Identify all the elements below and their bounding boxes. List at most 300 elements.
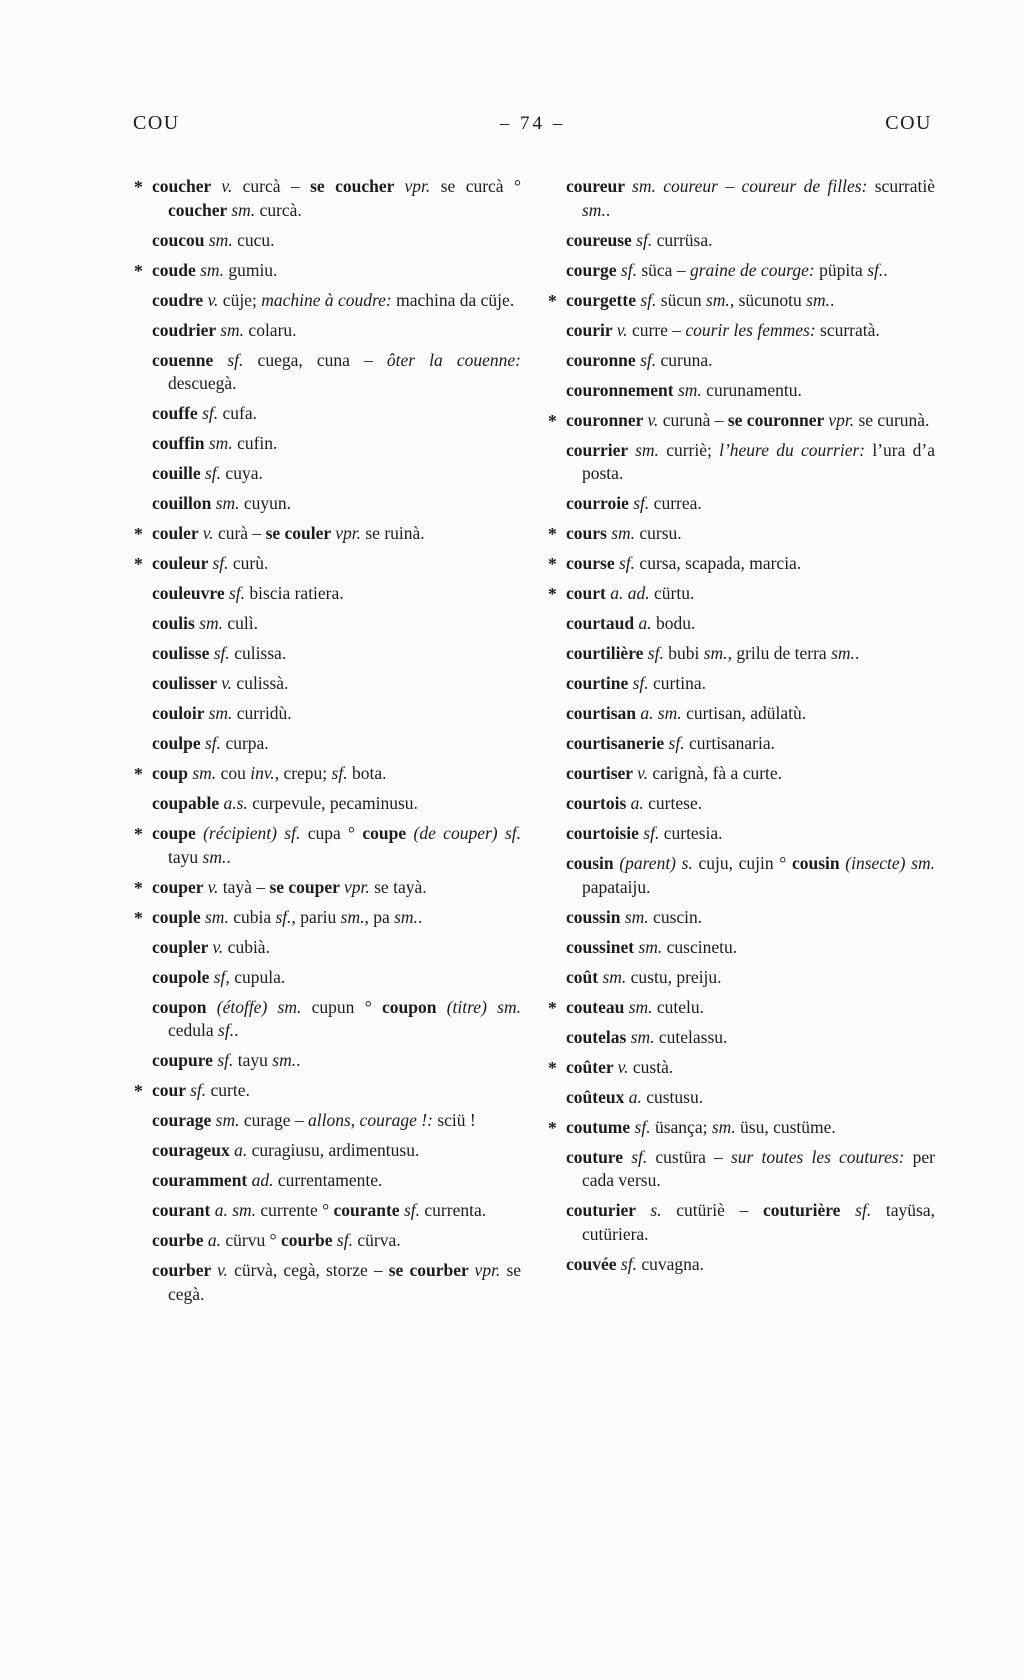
headword: se coucher xyxy=(310,176,405,196)
grammar-label: sm. xyxy=(628,996,657,1017)
right-column xyxy=(547,175,935,1313)
translation-text: bodu. xyxy=(655,613,696,633)
left-column xyxy=(133,175,521,1313)
headword: couloir xyxy=(152,703,209,723)
dictionary-entry xyxy=(133,319,521,343)
grammar-label: sf. xyxy=(632,673,654,693)
translation-text: curte. xyxy=(210,1080,250,1100)
dictionary-entry xyxy=(133,1259,521,1306)
headword: courtisanerie xyxy=(566,733,669,753)
grammar-label: a. ad. xyxy=(610,583,654,603)
headword: courir xyxy=(566,319,617,340)
grammar-label: a. xyxy=(638,613,656,633)
translation-text: curpa. xyxy=(225,733,269,753)
grammar-label: sf. xyxy=(218,1020,235,1040)
grammar-label: a. xyxy=(207,1230,226,1250)
grammar-label: l’heure du courrier: xyxy=(719,439,873,460)
translation-text: cufin. xyxy=(237,433,278,453)
translation-text: tayu xyxy=(168,846,203,867)
headword: coussin xyxy=(566,906,625,927)
headword: coude xyxy=(152,259,201,280)
dictionary-entry xyxy=(547,522,935,546)
grammar-label: sm. xyxy=(231,199,260,220)
translation-text: süca – xyxy=(641,259,690,280)
grammar-label: v. xyxy=(207,289,223,310)
dictionary-entry xyxy=(547,702,935,726)
dictionary-entry xyxy=(547,582,935,606)
dictionary-entry xyxy=(133,1169,521,1193)
translation-text: per cada versu. xyxy=(582,1146,935,1190)
grammar-label: sm. xyxy=(394,906,418,927)
translation-text: carignà, fà a curte. xyxy=(652,763,783,783)
headword: courage xyxy=(152,1110,216,1130)
dictionary-entry xyxy=(133,229,521,253)
dictionary-entry xyxy=(133,432,521,456)
translation-text: custu, preiju. xyxy=(630,966,722,987)
dictionary-entry xyxy=(547,966,935,990)
dictionary-entry xyxy=(133,822,521,869)
grammar-label: a. sm. xyxy=(640,703,687,723)
translation-text: cüje; xyxy=(222,289,262,310)
grammar-label: sm. xyxy=(630,1026,659,1047)
grammar-label: sm. xyxy=(192,763,221,783)
star-marker: * xyxy=(134,1081,143,1101)
grammar-label: a.s. xyxy=(223,793,253,813)
dictionary-entry xyxy=(133,1109,521,1133)
headword: coureur xyxy=(566,176,633,196)
translation-text: biscia ratiera. xyxy=(249,583,344,603)
header-guide-word-left: COU xyxy=(133,112,180,134)
grammar-label: a. xyxy=(628,1086,647,1107)
grammar-label: sf. xyxy=(331,763,352,783)
dictionary-entry xyxy=(547,552,935,576)
dictionary-page xyxy=(0,112,1024,1680)
translation-text: curtina. xyxy=(653,673,706,693)
grammar-label: (titre) sm. xyxy=(446,996,522,1017)
translation-text: tayu xyxy=(237,1050,273,1070)
star-marker: * xyxy=(548,584,557,604)
grammar-label: sur toutes les coutures: xyxy=(730,1146,913,1167)
translation-text: culì. xyxy=(227,613,258,633)
grammar-label: v. xyxy=(617,1056,633,1077)
translation-text: machina da cüje. xyxy=(396,289,515,310)
translation-text: bubi xyxy=(668,643,704,663)
grammar-label: sm. xyxy=(200,259,229,280)
dictionary-entry xyxy=(547,1086,935,1110)
translation-text: l’ura d’a posta. xyxy=(582,439,935,483)
grammar-label: sm. xyxy=(199,613,228,633)
grammar-label: sm. xyxy=(711,1116,741,1137)
star-marker: * xyxy=(134,177,143,197)
star-marker: * xyxy=(134,877,143,898)
headword: cousin xyxy=(791,853,846,873)
grammar-label: vpr. xyxy=(404,176,441,196)
translation-text: cuyun. xyxy=(243,493,292,513)
grammar-label: vpr. xyxy=(828,409,859,430)
translation-text: curriè; xyxy=(666,439,720,460)
translation-text: . xyxy=(829,289,835,310)
headword: couture xyxy=(566,1146,632,1167)
dictionary-entry xyxy=(133,966,521,990)
grammar-label: courir les femmes: xyxy=(685,319,821,340)
grammar-label: sf, xyxy=(213,966,235,987)
headword: couenne xyxy=(152,349,228,370)
translation-text: curridù. xyxy=(236,703,292,723)
dictionary-entry xyxy=(133,259,521,283)
grammar-label: sf. xyxy=(640,349,661,370)
grammar-label: sf. xyxy=(620,1253,642,1274)
translation-text: cucu. xyxy=(237,229,275,250)
dictionary-entry xyxy=(547,612,935,636)
grammar-label: v. xyxy=(212,936,228,957)
translation-text: . xyxy=(854,643,860,663)
translation-text: currea. xyxy=(653,493,702,513)
headword: courbe xyxy=(281,1230,337,1250)
dictionary-entry xyxy=(133,402,521,426)
grammar-label: sm. xyxy=(215,1110,244,1130)
translation-text: cubia xyxy=(233,906,276,927)
grammar-label: sm. xyxy=(208,433,238,453)
headword: courtiser xyxy=(566,763,638,783)
dictionary-entry xyxy=(547,1116,935,1140)
grammar-label: sf. xyxy=(336,1230,358,1250)
grammar-label: sf. xyxy=(640,289,661,310)
grammar-label: sm. xyxy=(208,703,237,723)
grammar-label: v. xyxy=(207,876,223,897)
translation-text: curunà – xyxy=(662,409,728,430)
grammar-label: vpr. xyxy=(343,876,375,897)
translation-text: . xyxy=(883,259,888,280)
headword: coupon xyxy=(381,996,447,1017)
translation-text: custusu. xyxy=(646,1086,704,1107)
headword: couille xyxy=(152,463,205,483)
headword: courant xyxy=(152,1200,215,1220)
translation-text: cufa. xyxy=(222,403,257,423)
grammar-label: sf. xyxy=(631,1146,656,1167)
headword: courtois xyxy=(566,793,631,813)
dictionary-entry xyxy=(547,289,935,313)
translation-text: cutüriè – xyxy=(676,1200,763,1220)
translation-text: tayà – xyxy=(222,876,270,897)
grammar-label: v. xyxy=(221,673,237,693)
dictionary-entry xyxy=(133,582,521,606)
translation-text: se curcà ° xyxy=(440,176,521,196)
dictionary-entry xyxy=(547,762,935,786)
headword: couleur xyxy=(152,553,213,573)
translation-text: cupa ° xyxy=(307,823,363,843)
dictionary-entry xyxy=(133,996,521,1043)
grammar-label: machine à coudre: xyxy=(261,289,397,310)
dictionary-entry xyxy=(133,612,521,636)
headword: se couronner xyxy=(727,409,829,430)
headword: courante xyxy=(333,1200,404,1220)
grammar-label: sf. xyxy=(647,643,669,663)
headword: coupole xyxy=(152,966,214,987)
grammar-label: sf. xyxy=(403,1200,425,1220)
star-marker: * xyxy=(134,554,143,574)
translation-text: scurratà. xyxy=(820,319,880,340)
headword: courrier xyxy=(566,439,636,460)
translation-text: culissà. xyxy=(236,673,289,693)
star-marker: * xyxy=(134,764,143,784)
grammar-label: sf. xyxy=(620,259,642,280)
translation-text: cürtu. xyxy=(653,583,695,603)
translation-text: üsu, custüme. xyxy=(740,1116,836,1137)
translation-text: , grilu de terra xyxy=(727,643,832,663)
grammar-label: sm. xyxy=(215,493,244,513)
headword: coupable xyxy=(152,793,224,813)
grammar-label: sm. coureur – coureur de filles: xyxy=(632,176,875,196)
grammar-label: sm. xyxy=(677,379,707,400)
grammar-label: sm. xyxy=(208,229,238,250)
translation-text: cuscinetu. xyxy=(666,936,738,957)
translation-text: . xyxy=(234,1020,239,1040)
translation-text: cuvagna. xyxy=(641,1253,705,1274)
headword: courageux xyxy=(152,1140,235,1160)
grammar-label: sf. xyxy=(204,463,226,483)
headword: courtine xyxy=(566,673,633,693)
headword: couturier xyxy=(566,1200,651,1220)
headword: coupure xyxy=(152,1050,218,1070)
dictionary-entry xyxy=(133,792,521,816)
grammar-label: a. xyxy=(630,793,649,813)
star-marker: * xyxy=(548,554,557,574)
headword: coup xyxy=(152,763,193,783)
dictionary-entry xyxy=(133,552,521,576)
dictionary-entry xyxy=(547,852,935,899)
grammar-label: sm. xyxy=(272,1050,297,1070)
translation-text: sciü ! xyxy=(437,1110,476,1130)
translation-text: cutelu. xyxy=(656,996,705,1017)
translation-text: cuya. xyxy=(225,463,263,483)
headword: cours xyxy=(566,523,612,543)
grammar-label: sm. xyxy=(831,643,855,663)
headword: coudrier xyxy=(152,319,221,340)
translation-text: gumiu. xyxy=(228,259,278,280)
dictionary-entry xyxy=(547,175,935,222)
translation-text: culissa. xyxy=(234,643,287,663)
translation-text: currentamente. xyxy=(277,1170,383,1190)
translation-text: se curunà. xyxy=(858,409,930,430)
headword: courtaud xyxy=(566,613,639,633)
dictionary-entry xyxy=(547,379,935,403)
translation-text: descuegà. xyxy=(168,373,237,393)
dictionary-entry xyxy=(547,1026,935,1050)
dictionary-entry xyxy=(133,462,521,486)
grammar-label: sf. xyxy=(205,733,226,753)
translation-text: custüra – xyxy=(655,1146,731,1167)
headword: coussinet xyxy=(566,936,639,957)
translation-text: . xyxy=(296,1050,301,1070)
grammar-label: sf. xyxy=(867,259,884,280)
dictionary-entry xyxy=(547,349,935,373)
translation-text: se cegà. xyxy=(168,1260,522,1304)
headword: courber xyxy=(152,1260,218,1280)
translation-text: püpita xyxy=(819,259,868,280)
star-marker: * xyxy=(134,524,143,544)
translation-text: sücun xyxy=(660,289,706,310)
headword: coulis xyxy=(152,613,200,633)
dictionary-entry xyxy=(547,1056,935,1080)
headword: coutelas xyxy=(566,1026,631,1047)
dictionary-entry xyxy=(547,996,935,1020)
translation-text: colaru. xyxy=(248,319,297,340)
grammar-label: sm. xyxy=(624,906,654,927)
grammar-label: sm. xyxy=(340,906,365,927)
headword: couramment xyxy=(152,1170,252,1190)
headword: couleuvre xyxy=(152,583,229,603)
dictionary-entry xyxy=(133,762,521,786)
grammar-label: (étoffe) sm. xyxy=(216,996,312,1017)
dictionary-entry xyxy=(133,642,521,666)
translation-text: cursu. xyxy=(639,523,682,543)
grammar-label: ad. xyxy=(251,1170,278,1190)
translation-text: cürvu ° xyxy=(225,1230,281,1250)
dictionary-entry xyxy=(547,229,935,253)
translation-text: cuscin. xyxy=(653,906,703,927)
grammar-label: s. xyxy=(650,1200,677,1220)
headword: couronnement xyxy=(566,379,678,400)
grammar-label: v. xyxy=(616,319,632,340)
grammar-label: sm. xyxy=(806,289,830,310)
headword: courgette xyxy=(566,289,641,310)
grammar-label: v. xyxy=(637,763,653,783)
grammar-label: sf. xyxy=(212,553,233,573)
translation-text: se ruinà. xyxy=(365,523,425,543)
translation-text: curage – xyxy=(243,1110,309,1130)
headword: coutume xyxy=(566,1116,635,1137)
headword: couffin xyxy=(152,433,209,453)
headword: courtisan xyxy=(566,703,641,723)
translation-text: cürva. xyxy=(357,1230,401,1250)
headword: couronne xyxy=(566,349,641,370)
star-marker: * xyxy=(548,997,557,1018)
grammar-label: sf. xyxy=(855,1200,886,1220)
grammar-label: sf. xyxy=(668,733,689,753)
headword: coupler xyxy=(152,936,213,957)
translation-text: currüsa. xyxy=(656,229,713,250)
headword: se courber xyxy=(388,1260,475,1280)
headword: coûteux xyxy=(566,1086,629,1107)
translation-text: curtisan, adülatù. xyxy=(686,703,807,723)
headword: coucher xyxy=(168,199,232,220)
translation-text: . xyxy=(605,199,611,220)
grammar-label: sf. xyxy=(618,553,640,573)
grammar-label: allons, courage !: xyxy=(308,1110,438,1130)
grammar-label: sm. xyxy=(205,906,234,927)
headword: cour xyxy=(152,1080,191,1100)
grammar-label: sf. xyxy=(202,403,223,423)
grammar-label: sm. xyxy=(220,319,249,340)
translation-text: currente ° xyxy=(260,1200,334,1220)
headword: coudre xyxy=(152,289,208,310)
dictionary-entry xyxy=(547,792,935,816)
star-marker: * xyxy=(548,524,557,544)
grammar-label: (de couper) sf. xyxy=(413,823,521,843)
dictionary-entry xyxy=(133,349,521,396)
grammar-label: sf. xyxy=(228,583,250,603)
grammar-label: graine de courge: xyxy=(689,259,820,280)
translation-text: curpevule, pecaminusu. xyxy=(252,793,418,813)
headword: se couper xyxy=(269,876,344,897)
dictionary-entry xyxy=(133,289,521,313)
dictionary-entry xyxy=(133,1139,521,1163)
headword: court xyxy=(566,583,611,603)
headword: courroie xyxy=(566,493,634,513)
grammar-label: v. xyxy=(647,409,663,430)
translation-text: cedula xyxy=(168,1020,219,1040)
translation-text: cuega, cuna – xyxy=(257,349,387,370)
dictionary-entry xyxy=(547,906,935,930)
headword: couple xyxy=(152,906,205,927)
headword: couteau xyxy=(566,996,629,1017)
dictionary-entry xyxy=(133,522,521,546)
header-page-number: – 74 – xyxy=(499,113,566,134)
grammar-label: inv. xyxy=(250,763,275,783)
dictionary-entry xyxy=(547,672,935,696)
headword: coulpe xyxy=(152,733,205,753)
translation-text: custà. xyxy=(632,1056,674,1077)
grammar-label: sf. xyxy=(217,1050,238,1070)
headword: coulisser xyxy=(152,673,222,693)
translation-text: scurratiè xyxy=(874,176,935,196)
translation-text: cursa, scapada, marcia. xyxy=(639,553,802,573)
grammar-label: v. xyxy=(217,1260,235,1280)
grammar-label: sf. xyxy=(634,1116,655,1137)
grammar-label: sm. xyxy=(703,643,728,663)
headword: couillon xyxy=(152,493,216,513)
headword: coupe xyxy=(152,823,204,843)
translation-text: bota. xyxy=(351,763,387,783)
dictionary-entry xyxy=(133,1199,521,1223)
grammar-label: sf. xyxy=(636,229,657,250)
headword: course xyxy=(566,553,619,573)
translation-text: curre – xyxy=(631,319,686,340)
grammar-label: sf. xyxy=(633,493,654,513)
page-header xyxy=(133,112,932,135)
grammar-label: a. xyxy=(234,1140,252,1160)
dictionary-entry xyxy=(547,1146,935,1193)
headword: couler xyxy=(152,523,203,543)
headword: couper xyxy=(152,876,208,897)
headword: courbe xyxy=(152,1230,208,1250)
headword: coucou xyxy=(152,229,209,250)
headword: se couler xyxy=(265,523,336,543)
dictionary-entry xyxy=(547,1253,935,1277)
translation-text: . xyxy=(226,846,231,867)
dictionary-entry xyxy=(547,822,935,846)
translation-text: üsança; xyxy=(654,1116,712,1137)
grammar-label: sm. xyxy=(705,289,730,310)
dictionary-entry xyxy=(133,906,521,930)
header-guide-word-right: COU xyxy=(885,112,932,134)
grammar-label: sm. xyxy=(582,199,606,220)
grammar-label: sm. xyxy=(602,966,631,987)
dictionary-entry xyxy=(133,1049,521,1073)
grammar-label: (récipient) sf. xyxy=(203,823,308,843)
dictionary-entry xyxy=(547,1199,935,1246)
headword: coupon xyxy=(152,996,217,1017)
translation-text: cou xyxy=(220,763,251,783)
headword: coureuse xyxy=(566,229,637,250)
grammar-label: sf. xyxy=(190,1080,211,1100)
dictionary-entry xyxy=(133,672,521,696)
dictionary-entry xyxy=(133,492,521,516)
translation-text: tayüsa, cutüriera. xyxy=(582,1200,935,1244)
translation-text: cuju, cujin ° xyxy=(698,853,792,873)
grammar-label: a. sm. xyxy=(214,1200,261,1220)
grammar-label: sf. xyxy=(227,349,258,370)
